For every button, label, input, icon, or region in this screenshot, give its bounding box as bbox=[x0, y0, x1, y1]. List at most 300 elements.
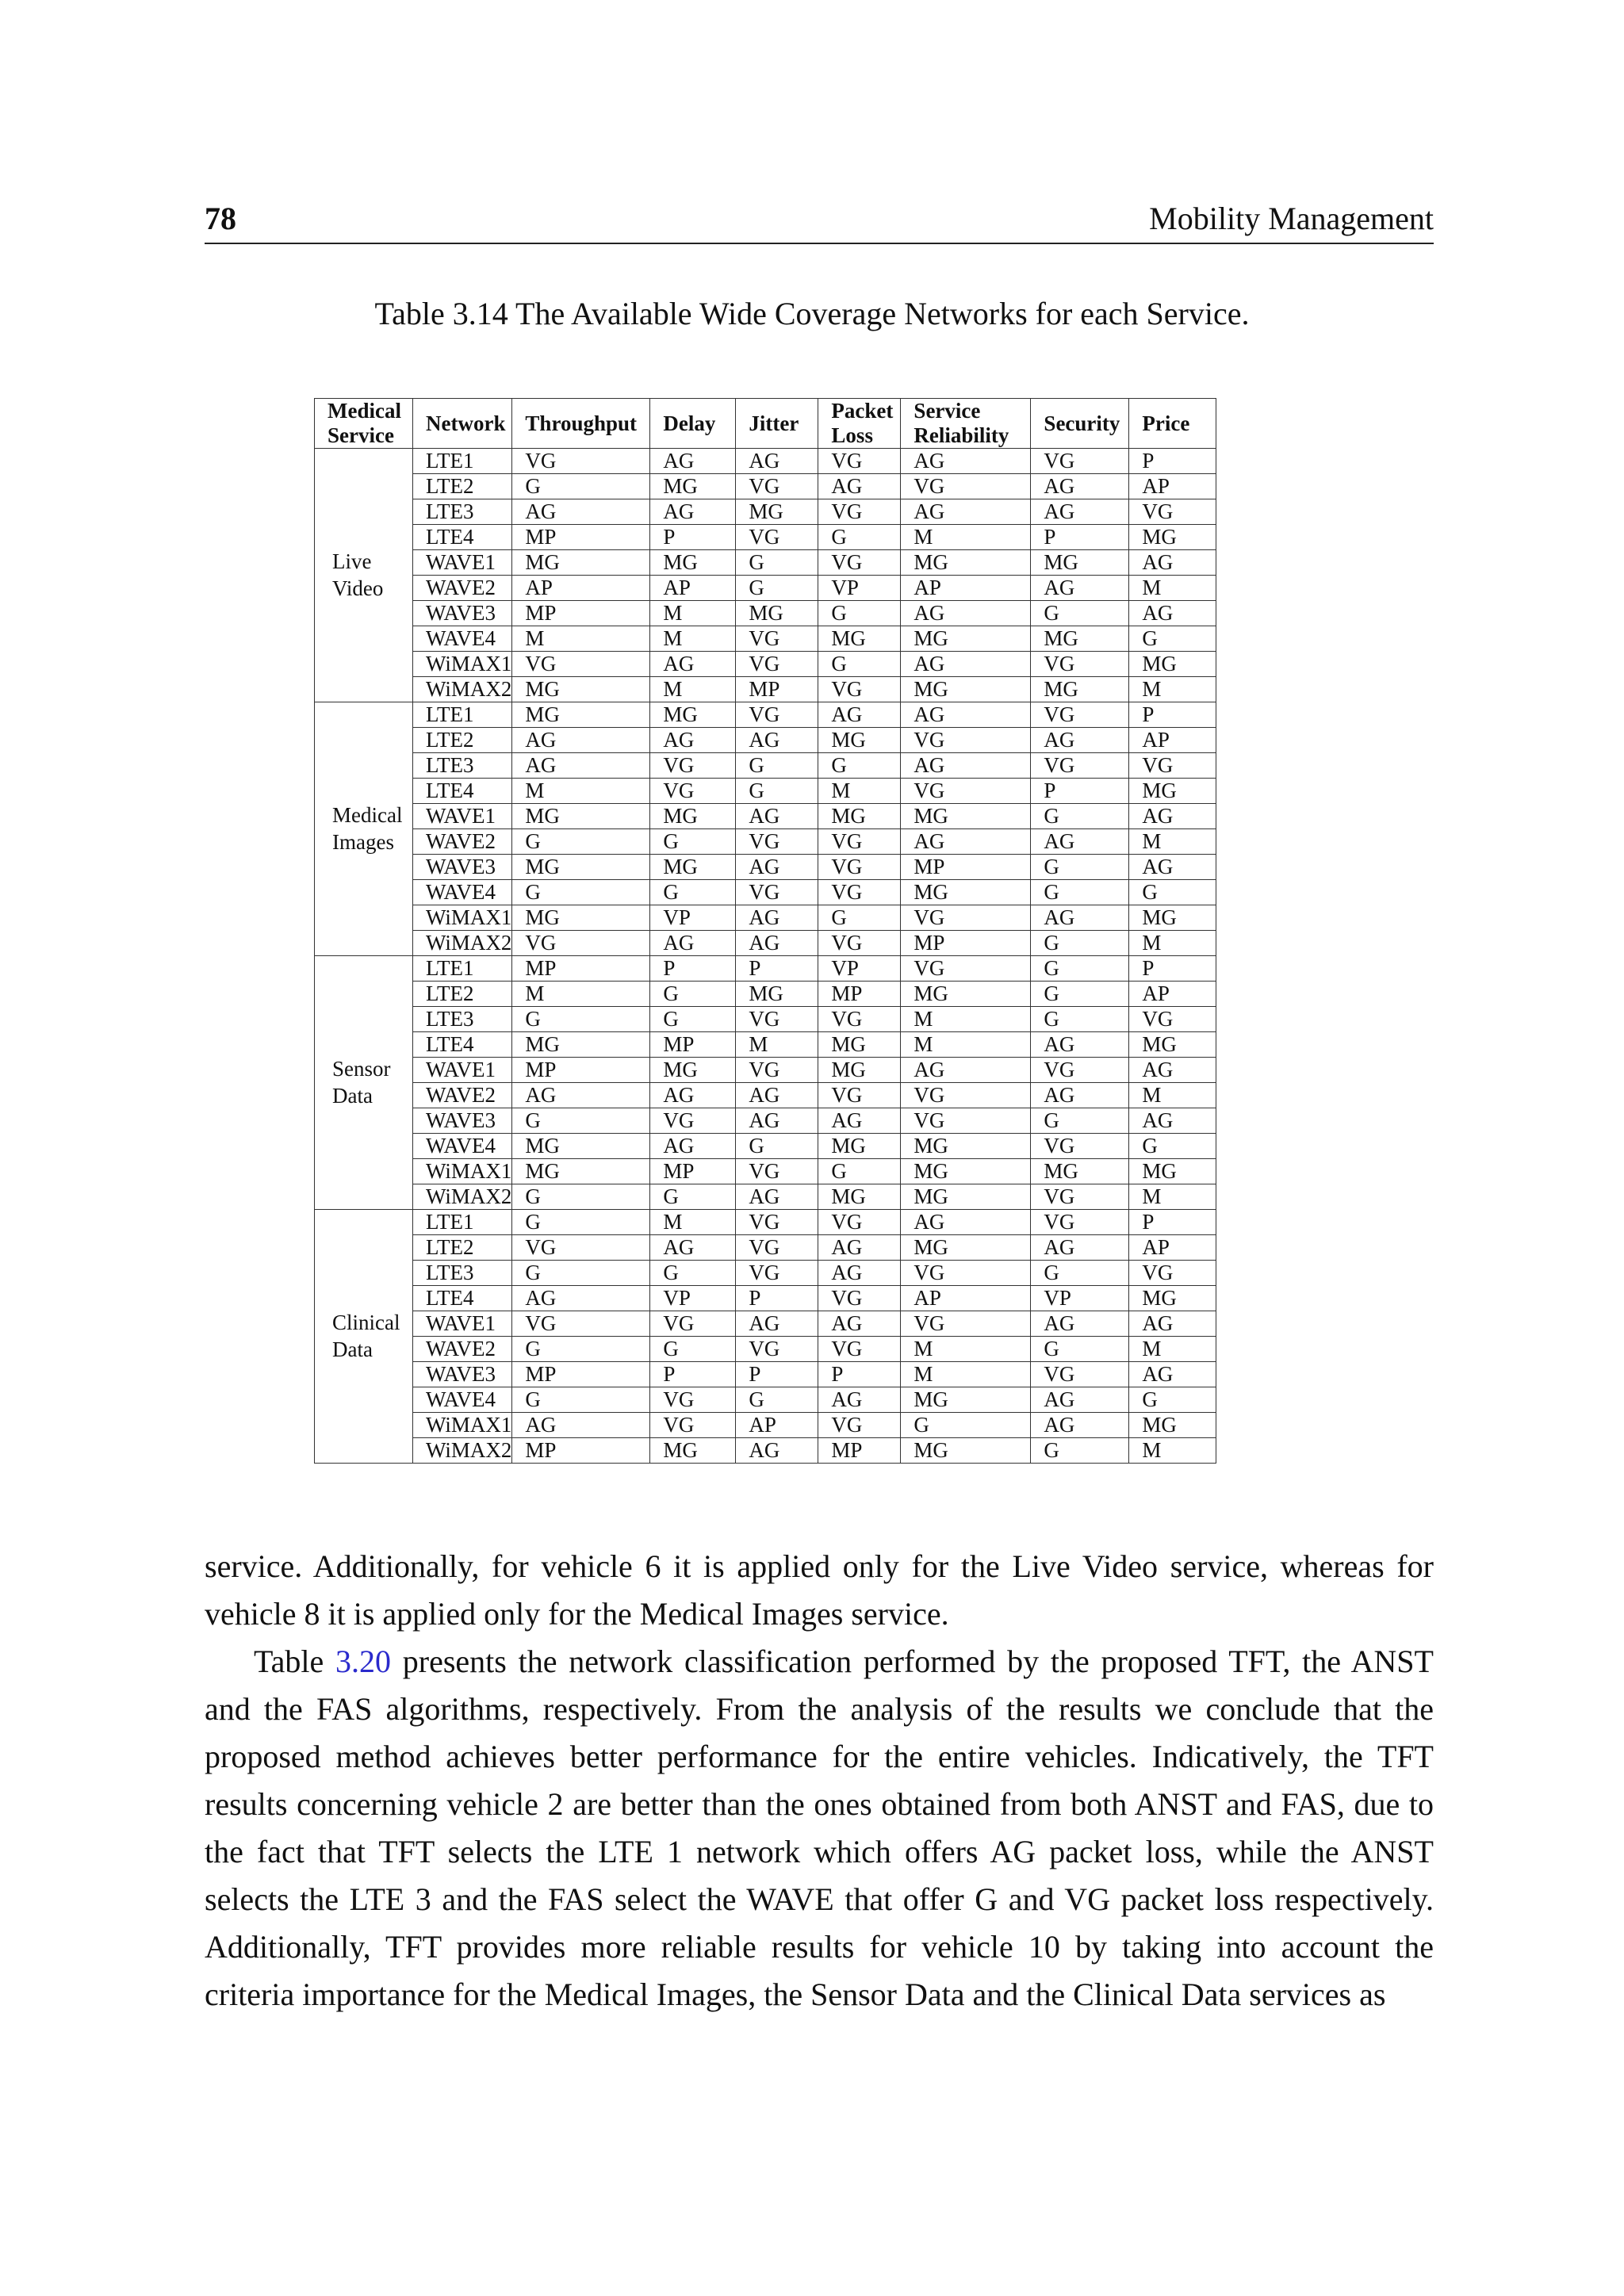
rating-cell: VG bbox=[650, 1413, 736, 1438]
rating-cell: AG bbox=[1031, 905, 1129, 931]
rating-cell: P bbox=[1031, 779, 1129, 804]
rating-cell: M bbox=[901, 525, 1031, 550]
rating-cell: MG bbox=[512, 1159, 650, 1184]
rating-cell: P bbox=[736, 1286, 818, 1311]
rating-cell: VG bbox=[650, 753, 736, 779]
rating-cell: VG bbox=[818, 550, 901, 576]
table-row bbox=[315, 1235, 1216, 1261]
table-row bbox=[315, 956, 1216, 982]
rating-cell: G bbox=[512, 1184, 650, 1210]
rating-cell: M bbox=[901, 1032, 1031, 1058]
column-header-text: Delay bbox=[663, 411, 716, 435]
network-cell: WAVE4 bbox=[413, 626, 512, 652]
table-row bbox=[315, 1058, 1216, 1083]
rating-cell: AG bbox=[901, 499, 1031, 525]
rating-cell: VP bbox=[1031, 1286, 1129, 1311]
rating-cell: VP bbox=[650, 1286, 736, 1311]
rating-cell: G bbox=[650, 1261, 736, 1286]
rating-cell: G bbox=[650, 829, 736, 855]
rating-cell: P bbox=[1129, 449, 1216, 474]
rating-cell: M bbox=[650, 677, 736, 702]
rating-cell: AG bbox=[1129, 1058, 1216, 1083]
rating-cell: VG bbox=[650, 779, 736, 804]
rating-cell: AG bbox=[512, 728, 650, 753]
rating-cell: G bbox=[736, 1134, 818, 1159]
table-row bbox=[315, 499, 1216, 525]
rating-cell: AG bbox=[818, 1108, 901, 1134]
network-cell: LTE4 bbox=[413, 1286, 512, 1311]
rating-cell: AG bbox=[650, 652, 736, 677]
rating-cell: MG bbox=[901, 982, 1031, 1007]
rating-cell: MP bbox=[650, 1159, 736, 1184]
rating-cell: MG bbox=[1031, 626, 1129, 652]
rating-cell: MG bbox=[650, 855, 736, 880]
rating-cell: M bbox=[1129, 1184, 1216, 1210]
rating-cell: MG bbox=[512, 702, 650, 728]
table-row bbox=[315, 576, 1216, 601]
rating-cell: AP bbox=[901, 1286, 1031, 1311]
rating-cell: MP bbox=[512, 1058, 650, 1083]
network-cell: WAVE4 bbox=[413, 880, 512, 905]
service-label: Images bbox=[332, 829, 394, 854]
table-row bbox=[315, 1362, 1216, 1387]
rating-cell: G bbox=[1031, 1337, 1129, 1362]
table-row bbox=[315, 1108, 1216, 1134]
rating-cell: AG bbox=[901, 753, 1031, 779]
table-row bbox=[315, 525, 1216, 550]
rating-cell: G bbox=[1129, 880, 1216, 905]
table-caption: Table 3.14 The Available Wide Coverage Networks for each Service. bbox=[374, 296, 1250, 331]
rating-cell: MG bbox=[512, 1032, 650, 1058]
rating-cell: M bbox=[1129, 576, 1216, 601]
network-cell: LTE3 bbox=[413, 1007, 512, 1032]
rating-cell: VG bbox=[818, 1083, 901, 1108]
rating-cell: AG bbox=[901, 702, 1031, 728]
rating-cell: G bbox=[1031, 982, 1129, 1007]
column-header-text: Price bbox=[1142, 411, 1190, 435]
rating-cell: G bbox=[818, 1159, 901, 1184]
table-row bbox=[315, 855, 1216, 880]
network-cell: WAVE3 bbox=[413, 1108, 512, 1134]
network-cell: LTE4 bbox=[413, 1032, 512, 1058]
rating-cell: VG bbox=[818, 1210, 901, 1235]
rating-cell: MG bbox=[818, 626, 901, 652]
rating-cell: MG bbox=[1129, 1286, 1216, 1311]
network-cell: WAVE4 bbox=[413, 1387, 512, 1413]
rating-cell: M bbox=[512, 982, 650, 1007]
rating-cell: AP bbox=[1129, 982, 1216, 1007]
rating-cell: VG bbox=[901, 1261, 1031, 1286]
network-cell: LTE3 bbox=[413, 499, 512, 525]
rating-cell: VG bbox=[736, 1007, 818, 1032]
rating-cell: AG bbox=[1031, 1387, 1129, 1413]
rating-cell: M bbox=[818, 779, 901, 804]
rating-cell: VG bbox=[818, 677, 901, 702]
table-row bbox=[315, 1007, 1216, 1032]
rating-cell: AG bbox=[901, 601, 1031, 626]
rating-cell: AG bbox=[650, 499, 736, 525]
rating-cell: MG bbox=[736, 499, 818, 525]
network-cell: LTE2 bbox=[413, 982, 512, 1007]
table-header-row bbox=[315, 399, 1216, 449]
network-cell: WAVE2 bbox=[413, 576, 512, 601]
rating-cell: AG bbox=[650, 1134, 736, 1159]
column-header-text: Packet bbox=[831, 399, 894, 423]
service-label: Video bbox=[332, 576, 384, 600]
column-header-text: Network bbox=[426, 411, 506, 435]
rating-cell: MG bbox=[901, 1159, 1031, 1184]
rating-cell: G bbox=[736, 550, 818, 576]
rating-cell: AG bbox=[1129, 1362, 1216, 1387]
network-cell: WAVE2 bbox=[413, 1083, 512, 1108]
rating-cell: MG bbox=[818, 728, 901, 753]
rating-cell: G bbox=[1031, 804, 1129, 829]
rating-cell: G bbox=[1129, 1134, 1216, 1159]
rating-cell: AG bbox=[512, 1083, 650, 1108]
rating-cell: AG bbox=[901, 829, 1031, 855]
rating-cell: M bbox=[1129, 829, 1216, 855]
rating-cell: VG bbox=[1031, 1210, 1129, 1235]
rating-cell: VG bbox=[901, 1083, 1031, 1108]
rating-cell: M bbox=[736, 1032, 818, 1058]
network-cell: LTE4 bbox=[413, 779, 512, 804]
table-reference-link[interactable]: 3.20 bbox=[335, 1644, 392, 1679]
service-label: Data bbox=[332, 1083, 373, 1108]
rating-cell: MG bbox=[512, 905, 650, 931]
table-row bbox=[315, 702, 1216, 728]
column-header-text: Medical bbox=[327, 399, 401, 423]
rating-cell: G bbox=[1031, 855, 1129, 880]
table-row bbox=[315, 1032, 1216, 1058]
rating-cell: AP bbox=[650, 576, 736, 601]
rating-cell: AG bbox=[736, 855, 818, 880]
network-cell: LTE1 bbox=[413, 1210, 512, 1235]
network-cell: WAVE1 bbox=[413, 1311, 512, 1337]
rating-cell: MG bbox=[1129, 1032, 1216, 1058]
table-row bbox=[315, 1159, 1216, 1184]
table-row bbox=[315, 880, 1216, 905]
column-header bbox=[818, 399, 901, 449]
network-cell: WiMAX1 bbox=[413, 905, 512, 931]
rating-cell: VG bbox=[650, 1108, 736, 1134]
rating-cell: P bbox=[650, 525, 736, 550]
rating-cell: G bbox=[512, 1387, 650, 1413]
table-row bbox=[315, 931, 1216, 956]
network-cell: WiMAX2 bbox=[413, 1184, 512, 1210]
rating-cell: G bbox=[818, 905, 901, 931]
rating-cell: MG bbox=[901, 880, 1031, 905]
rating-cell: MP bbox=[818, 982, 901, 1007]
service-label: Clinical bbox=[332, 1310, 400, 1334]
rating-cell: M bbox=[1129, 931, 1216, 956]
rating-cell: MG bbox=[818, 1134, 901, 1159]
column-header bbox=[901, 399, 1031, 449]
rating-cell: MG bbox=[512, 855, 650, 880]
rating-cell: VG bbox=[818, 829, 901, 855]
rating-cell: MG bbox=[650, 474, 736, 499]
network-cell: WAVE1 bbox=[413, 550, 512, 576]
rating-cell: VG bbox=[736, 1261, 818, 1286]
rating-cell: VP bbox=[818, 956, 901, 982]
rating-cell: MP bbox=[901, 855, 1031, 880]
column-header bbox=[413, 399, 512, 449]
rating-cell: MP bbox=[512, 1438, 650, 1464]
paragraph bbox=[205, 1638, 1434, 2019]
table-row bbox=[315, 779, 1216, 804]
rating-cell: AG bbox=[1129, 601, 1216, 626]
rating-cell: G bbox=[1031, 601, 1129, 626]
rating-cell: MP bbox=[512, 525, 650, 550]
rating-cell: MG bbox=[1129, 1159, 1216, 1184]
rating-cell: AG bbox=[1031, 1083, 1129, 1108]
network-cell: LTE2 bbox=[413, 474, 512, 499]
table-row bbox=[315, 1261, 1216, 1286]
rating-cell: G bbox=[736, 753, 818, 779]
rating-cell: VG bbox=[901, 1311, 1031, 1337]
rating-cell: P bbox=[1129, 1210, 1216, 1235]
rating-cell: P bbox=[1129, 702, 1216, 728]
rating-cell: MG bbox=[901, 677, 1031, 702]
rating-cell: MG bbox=[901, 550, 1031, 576]
rating-cell: AG bbox=[818, 1261, 901, 1286]
rating-cell: MG bbox=[901, 1134, 1031, 1159]
rating-cell: AG bbox=[1031, 1032, 1129, 1058]
rating-cell: G bbox=[1031, 1438, 1129, 1464]
network-cell: LTE4 bbox=[413, 525, 512, 550]
rating-cell: AG bbox=[1129, 855, 1216, 880]
column-header-text: Jitter bbox=[749, 411, 799, 435]
paragraph: service. Additionally, for vehicle 6 it is applied only for the Live Video service, whereas for vehicle 8 it is applied only for the Medical Images service. bbox=[205, 1548, 1434, 1632]
rating-cell: G bbox=[512, 880, 650, 905]
rating-cell: MG bbox=[512, 550, 650, 576]
page-number: 78 bbox=[205, 201, 236, 236]
rating-cell: VG bbox=[818, 449, 901, 474]
rating-cell: AG bbox=[736, 1083, 818, 1108]
rating-cell: VP bbox=[818, 576, 901, 601]
network-cell: LTE3 bbox=[413, 753, 512, 779]
rating-cell: VG bbox=[1031, 449, 1129, 474]
rating-cell: VG bbox=[1031, 1184, 1129, 1210]
rating-cell: VG bbox=[736, 702, 818, 728]
rating-cell: AP bbox=[1129, 728, 1216, 753]
network-cell: WiMAX2 bbox=[413, 1438, 512, 1464]
table-row bbox=[315, 1134, 1216, 1159]
rating-cell: VG bbox=[818, 855, 901, 880]
rating-cell: P bbox=[1129, 956, 1216, 982]
rating-cell: VG bbox=[818, 880, 901, 905]
rating-cell: AG bbox=[1129, 1108, 1216, 1134]
rating-cell: AG bbox=[901, 1210, 1031, 1235]
rating-cell: MG bbox=[901, 1235, 1031, 1261]
network-cell: LTE1 bbox=[413, 702, 512, 728]
rating-cell: VG bbox=[901, 779, 1031, 804]
table-row bbox=[315, 1311, 1216, 1337]
rating-cell: VG bbox=[736, 829, 818, 855]
network-cell: WAVE2 bbox=[413, 1337, 512, 1362]
table-row bbox=[315, 1387, 1216, 1413]
rating-cell: MG bbox=[650, 804, 736, 829]
rating-cell: VG bbox=[736, 652, 818, 677]
network-cell: LTE3 bbox=[413, 1261, 512, 1286]
rating-cell: G bbox=[1129, 1387, 1216, 1413]
rating-cell: P bbox=[1031, 525, 1129, 550]
service-label: Data bbox=[332, 1337, 373, 1361]
rating-cell: AG bbox=[512, 753, 650, 779]
column-header bbox=[1129, 399, 1216, 449]
network-cell: WiMAX2 bbox=[413, 677, 512, 702]
network-cell: WAVE3 bbox=[413, 601, 512, 626]
rating-cell: M bbox=[1129, 677, 1216, 702]
rating-cell: MG bbox=[736, 601, 818, 626]
rating-cell: G bbox=[1031, 1261, 1129, 1286]
rating-cell: AG bbox=[736, 449, 818, 474]
table-row bbox=[315, 474, 1216, 499]
table-row bbox=[315, 626, 1216, 652]
rating-cell: G bbox=[650, 1007, 736, 1032]
rating-cell: M bbox=[650, 1210, 736, 1235]
rating-cell: AG bbox=[736, 804, 818, 829]
rating-cell: P bbox=[650, 1362, 736, 1387]
rating-cell: AG bbox=[736, 1184, 818, 1210]
table-row bbox=[315, 449, 1216, 474]
rating-cell: VG bbox=[1129, 499, 1216, 525]
rating-cell: VG bbox=[1031, 753, 1129, 779]
network-cell: LTE1 bbox=[413, 956, 512, 982]
rating-cell: AG bbox=[1031, 1413, 1129, 1438]
rating-cell: MP bbox=[512, 1362, 650, 1387]
rating-cell: AG bbox=[512, 499, 650, 525]
table-row bbox=[315, 652, 1216, 677]
rating-cell: G bbox=[736, 779, 818, 804]
rating-cell: VG bbox=[736, 1235, 818, 1261]
rating-cell: VG bbox=[1031, 1362, 1129, 1387]
rating-cell: VG bbox=[736, 1210, 818, 1235]
rating-cell: G bbox=[1129, 626, 1216, 652]
rating-cell: VG bbox=[650, 1387, 736, 1413]
rating-cell: MG bbox=[1031, 677, 1129, 702]
rating-cell: AG bbox=[650, 931, 736, 956]
rating-cell: AG bbox=[650, 1083, 736, 1108]
network-cell: WAVE4 bbox=[413, 1134, 512, 1159]
rating-cell: MG bbox=[1129, 525, 1216, 550]
column-header-text: Security bbox=[1044, 411, 1120, 435]
page-header bbox=[205, 197, 1434, 244]
rating-cell: MP bbox=[901, 931, 1031, 956]
table-row bbox=[315, 1210, 1216, 1235]
service-cell bbox=[315, 1210, 413, 1464]
rating-cell: VG bbox=[736, 1337, 818, 1362]
rating-cell: MG bbox=[1129, 905, 1216, 931]
rating-cell: VG bbox=[650, 1311, 736, 1337]
rating-cell: VG bbox=[736, 474, 818, 499]
rating-cell: AG bbox=[736, 1438, 818, 1464]
table-row bbox=[315, 677, 1216, 702]
table-row bbox=[315, 1413, 1216, 1438]
table-row bbox=[315, 905, 1216, 931]
rating-cell: P bbox=[818, 1362, 901, 1387]
rating-cell: MG bbox=[901, 1438, 1031, 1464]
rating-cell: G bbox=[1031, 956, 1129, 982]
rating-cell: MG bbox=[1031, 1159, 1129, 1184]
rating-cell: AP bbox=[1129, 1235, 1216, 1261]
rating-cell: G bbox=[736, 1387, 818, 1413]
rating-cell: MG bbox=[736, 982, 818, 1007]
rating-cell: VG bbox=[901, 474, 1031, 499]
rating-cell: VG bbox=[818, 1413, 901, 1438]
rating-cell: AP bbox=[736, 1413, 818, 1438]
rating-cell: G bbox=[650, 982, 736, 1007]
networks-table bbox=[314, 398, 1216, 1464]
network-cell: WAVE3 bbox=[413, 855, 512, 880]
rating-cell: AP bbox=[1129, 474, 1216, 499]
rating-cell: AG bbox=[1031, 1311, 1129, 1337]
rating-cell: G bbox=[818, 652, 901, 677]
rating-cell: AG bbox=[1031, 1235, 1129, 1261]
rating-cell: AG bbox=[818, 1387, 901, 1413]
table-row bbox=[315, 1083, 1216, 1108]
network-cell: WiMAX2 bbox=[413, 931, 512, 956]
rating-cell: MP bbox=[818, 1438, 901, 1464]
service-label: Sensor bbox=[332, 1056, 391, 1081]
table-row bbox=[315, 982, 1216, 1007]
rating-cell: G bbox=[512, 1261, 650, 1286]
rating-cell: MG bbox=[818, 1184, 901, 1210]
rating-cell: AG bbox=[901, 1058, 1031, 1083]
rating-cell: M bbox=[901, 1337, 1031, 1362]
rating-cell: VG bbox=[736, 626, 818, 652]
rating-cell: M bbox=[1129, 1438, 1216, 1464]
rating-cell: G bbox=[818, 525, 901, 550]
rating-cell: VG bbox=[1129, 1261, 1216, 1286]
table-header bbox=[315, 399, 1216, 449]
rating-cell: AG bbox=[1031, 728, 1129, 753]
rating-cell: MG bbox=[512, 677, 650, 702]
rating-cell: MG bbox=[818, 1032, 901, 1058]
service-cell bbox=[315, 702, 413, 956]
rating-cell: G bbox=[512, 1337, 650, 1362]
rating-cell: AG bbox=[736, 1108, 818, 1134]
rating-cell: MP bbox=[512, 956, 650, 982]
rating-cell: VG bbox=[818, 1286, 901, 1311]
rating-cell: AG bbox=[1031, 474, 1129, 499]
rating-cell: AG bbox=[736, 931, 818, 956]
rating-cell: VP bbox=[650, 905, 736, 931]
table-row bbox=[315, 1184, 1216, 1210]
network-cell: WAVE1 bbox=[413, 804, 512, 829]
rating-cell: VG bbox=[1031, 1134, 1129, 1159]
rating-cell: VG bbox=[818, 1007, 901, 1032]
rating-cell: VG bbox=[1031, 652, 1129, 677]
rating-cell: G bbox=[650, 880, 736, 905]
service-label: Live bbox=[332, 549, 372, 573]
rating-cell: VG bbox=[512, 652, 650, 677]
rating-cell: MG bbox=[901, 1387, 1031, 1413]
column-header-text: Loss bbox=[831, 423, 873, 448]
rating-cell: MG bbox=[512, 804, 650, 829]
rating-cell: G bbox=[512, 1210, 650, 1235]
rating-cell: G bbox=[512, 474, 650, 499]
rating-cell: VG bbox=[818, 1337, 901, 1362]
rating-cell: AG bbox=[818, 702, 901, 728]
network-cell: WAVE2 bbox=[413, 829, 512, 855]
rating-cell: M bbox=[512, 626, 650, 652]
rating-cell: VG bbox=[512, 449, 650, 474]
rating-cell: G bbox=[512, 1108, 650, 1134]
rating-cell: MG bbox=[650, 1438, 736, 1464]
rating-cell: P bbox=[736, 956, 818, 982]
rating-cell: MG bbox=[818, 1058, 901, 1083]
rating-cell: AG bbox=[650, 728, 736, 753]
